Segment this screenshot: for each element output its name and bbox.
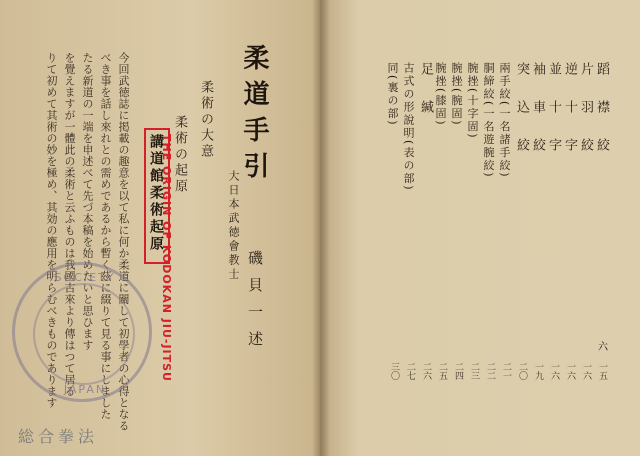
right-page xyxy=(320,0,640,456)
heading-origin: 柔術の起原 xyxy=(172,115,187,195)
toc-num-1: 一五 xyxy=(597,362,607,380)
toc-item-8: 胴締絞(一名遊腕絞) xyxy=(482,62,495,179)
body-line-2: べき事を話し來れとの需めであるから暫く茲に綴りて見る事にしました xyxy=(99,52,112,420)
toc-item-6: 突 込 絞 xyxy=(514,62,529,157)
toc-num-8: 二二 xyxy=(485,362,495,380)
body-line-3: たる新道の一端を申述べて先づ本稿を始めたいと思ひます xyxy=(81,52,94,351)
toc-num-12: 二六 xyxy=(421,362,431,380)
stamp-text-bottom: JAPAN xyxy=(63,383,107,396)
toc-item-5: 袖 車 絞 xyxy=(530,62,545,157)
toc-num-9: 二三 xyxy=(469,362,479,380)
body-line-1: 今回武徳誌に掲載の趣意を以て私に何か柔道に關して初學者の心得となる xyxy=(117,52,130,432)
toc-num-13: 二七 xyxy=(405,362,415,380)
bottom-watermark-text: 総合拳法 xyxy=(18,427,99,446)
toc-num-11: 二五 xyxy=(437,362,447,380)
toc-num-6: 二〇 xyxy=(517,362,527,380)
toc-item-9: 腕挫(十字固) xyxy=(466,62,479,140)
book-gutter xyxy=(312,0,330,456)
toc-item-11: 腕挫(膝固) xyxy=(434,62,447,127)
toc-num-4: 一六 xyxy=(549,362,559,380)
stamp-inner-ring xyxy=(33,283,135,385)
toc-num-7: 二一 xyxy=(501,362,511,380)
library-stamp xyxy=(12,262,152,402)
toc-item-10: 腕挫(腕固) xyxy=(450,62,463,127)
author-name: 磯貝一述 xyxy=(246,250,264,358)
toc-num-14: 三〇 xyxy=(389,362,399,380)
page-number: 六 xyxy=(598,342,608,353)
toc-num-10: 二四 xyxy=(453,362,463,380)
toc-num-2: 一六 xyxy=(581,362,591,380)
toc-item-12: 足 緘 xyxy=(418,62,433,119)
toc-item-3: 逆 十 字 xyxy=(562,62,577,157)
toc-item-13: 古式の形說明(表の部) xyxy=(402,62,415,192)
toc-item-4: 並 十 字 xyxy=(546,62,561,157)
author-affiliation: 大日本武徳會教士 xyxy=(227,170,240,282)
toc-num-3: 一六 xyxy=(565,362,575,380)
stamp-text-top: SOCIETY xyxy=(54,271,116,284)
toc-item-2: 片 羽 絞 xyxy=(578,62,593,157)
body-line-5: りて初めて其術の妙を極め、其効の應用を明らむべきものであります xyxy=(45,52,58,409)
highlight-jp: 講道館柔術起原 xyxy=(148,134,164,253)
heading-general: 柔術の大意 xyxy=(198,80,213,160)
book-title: 柔道手引 xyxy=(239,44,269,188)
toc-item-7: 兩手絞(一名諸手絞) xyxy=(498,62,511,179)
toc-item-1: 蹈 襟 絞 xyxy=(594,62,609,157)
toc-item-14: 同(裏の部) xyxy=(386,62,399,127)
body-line-4: を覺えますが一體此の柔術と云ふものは我國古來より傳はつて居る xyxy=(63,52,76,397)
toc-num-5: 一九 xyxy=(533,362,543,380)
highlight-en: THE ORIGIN OF KODOKAN JIU-JITSU xyxy=(160,134,173,382)
